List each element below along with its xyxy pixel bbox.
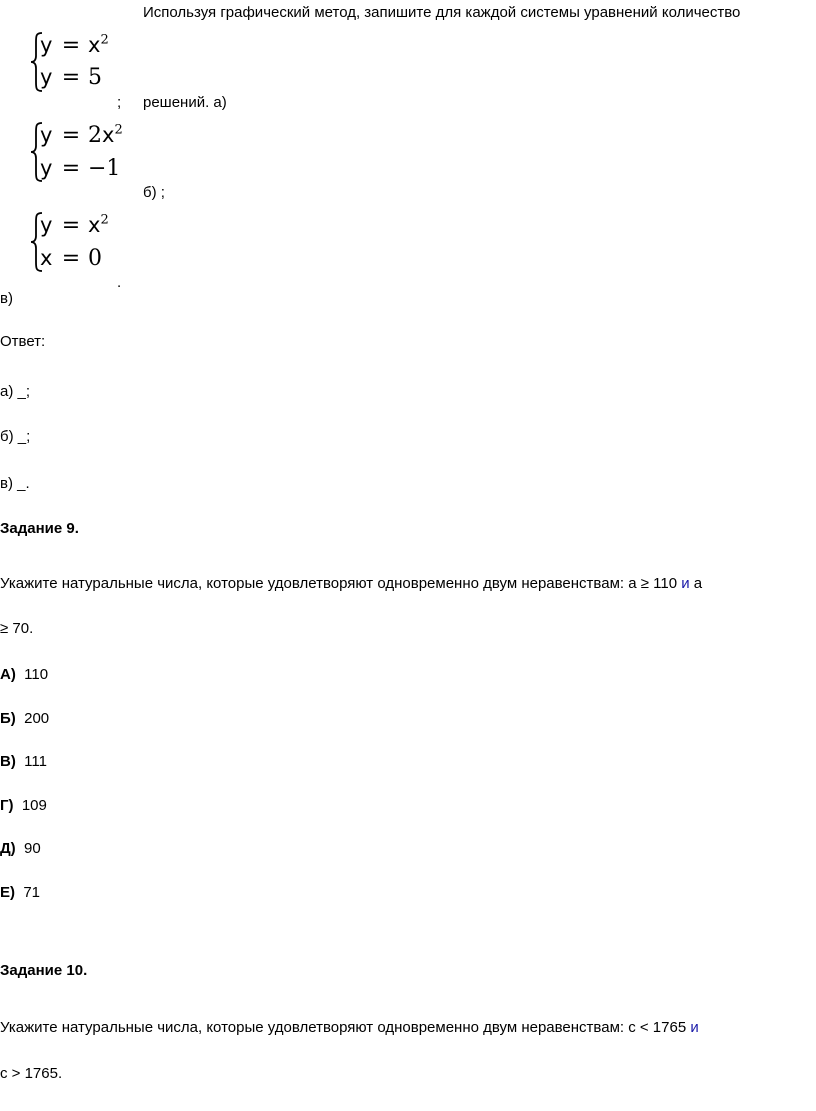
constant: −1 [88, 156, 121, 181]
task9-option [0, 753, 47, 771]
system-3-equation-2 [40, 245, 102, 271]
variable: y [40, 156, 53, 180]
separator-semicolon: ; [117, 94, 122, 111]
option-value: 90 [24, 840, 41, 857]
option-letter: В) [0, 753, 16, 770]
task9-text-line1 [0, 575, 702, 593]
answer-a: а) _; [0, 383, 31, 400]
exponent: 2 [114, 122, 123, 138]
answer-title: Ответ: [0, 333, 46, 350]
system-1-equation-2 [40, 64, 102, 90]
constant: 5 [88, 65, 102, 90]
option-letter: Г) [0, 797, 14, 814]
coefficient: 2 [88, 123, 102, 148]
option-letter: Б) [0, 710, 16, 727]
system-2-equation-1 [40, 122, 123, 148]
constant: 0 [88, 246, 102, 271]
equals-sign: = [61, 123, 81, 148]
variable: y [40, 123, 53, 147]
task-instruction-line1: Используя графический метод, запишите для каждой системы уравнений количество [143, 4, 741, 21]
label-v: в) [0, 290, 13, 307]
task10-title: Задание 10. [0, 962, 88, 979]
system-2-equation-2 [40, 155, 120, 181]
option-value: 109 [21, 797, 47, 814]
option-letter: Е) [0, 884, 15, 901]
variable: y [40, 33, 53, 57]
task10-text-part1: Укажите натуральные числа, которые удовлетворяют одновременно двум неравенствам: c < 1765 [0, 1019, 691, 1036]
equals-sign: = [61, 213, 81, 238]
equals-sign: = [61, 65, 81, 90]
task9-title: Задание 9. [0, 520, 79, 537]
task10-text-line2: c > 1765. [0, 1065, 63, 1082]
answer-b: б) _; [0, 428, 31, 445]
variable: x [88, 213, 101, 237]
variable: x [102, 123, 115, 147]
task10-text-line1 [0, 1019, 699, 1037]
task9-option [0, 840, 41, 858]
variable: y [40, 65, 53, 89]
option-value: 110 [24, 666, 49, 683]
task10-text-and: и [690, 1019, 699, 1036]
answer-v: в) _. [0, 475, 30, 492]
exponent: 2 [100, 212, 109, 228]
task9-option [0, 710, 49, 728]
task9-option [0, 666, 48, 684]
end-dot: . [117, 274, 122, 291]
option-value: 200 [24, 710, 50, 727]
option-letter: Д) [0, 840, 16, 857]
task-instruction-line2: решений. а) [143, 94, 227, 111]
equals-sign: = [61, 246, 81, 271]
equals-sign: = [61, 156, 81, 181]
variable: x [88, 33, 101, 57]
exponent: 2 [100, 32, 109, 48]
task9-option [0, 884, 40, 902]
task9-text-part2: a [689, 575, 703, 592]
equals-sign: = [61, 33, 81, 58]
task9-text-line2: ≥ 70. [0, 620, 34, 637]
task9-text-and: и [681, 575, 690, 592]
option-value: 71 [23, 884, 41, 901]
system-1-equation-1 [40, 32, 109, 58]
system-3-equation-1 [40, 212, 109, 238]
option-letter: А) [0, 666, 16, 683]
task9-option [0, 797, 47, 815]
task9-text-part1: Укажите натуральные числа, которые удовлетворяют одновременно двум неравенствам: a ≥ 110 [0, 575, 682, 592]
option-value: 111 [24, 753, 47, 770]
label-b: б) ; [143, 184, 165, 201]
variable: x [40, 246, 53, 270]
variable: y [40, 213, 53, 237]
